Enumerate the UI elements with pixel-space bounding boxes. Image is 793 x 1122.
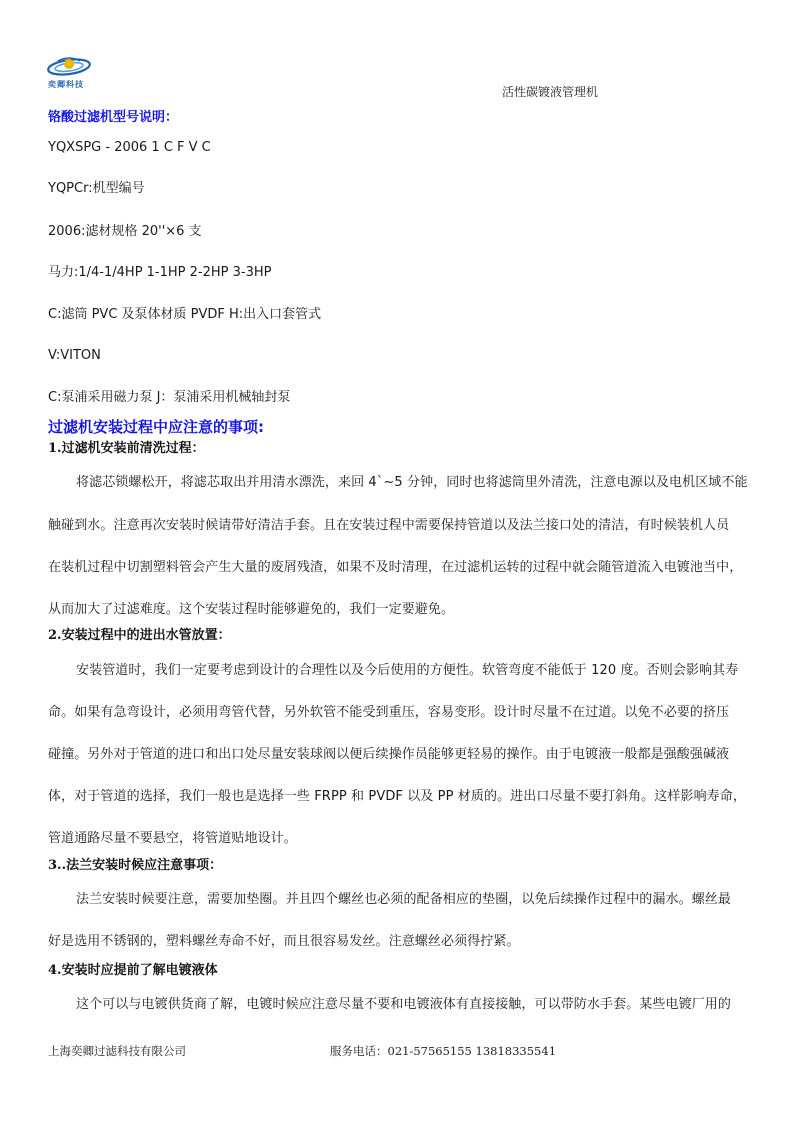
paragraph-line: 从而加大了过滤难度。这个安装过程时能够避免的，我们一定要避免。 bbox=[48, 602, 455, 617]
header-title: 活性碳镀液管理机 bbox=[502, 85, 599, 99]
paragraph-line: 在装机过程中切割塑料管会产生大量的废屑残渣，如果不及时清理，在过滤机运转的过程中就会随管道流入电镀池当中， bbox=[48, 560, 743, 575]
spec-line: 2006:滤材规格 20''×6 支 bbox=[48, 224, 202, 239]
section-title: 4.安装时应提前了解电镀液体 bbox=[48, 963, 218, 978]
logo-text: 奕卿科技 bbox=[48, 80, 84, 89]
paragraph-line: 法兰安装时候要注意，需要加垫圈。并且四个螺丝也必须的配备相应的垫圈，以免后续操作过程中的漏水。螺丝最 bbox=[76, 892, 732, 907]
spec-line: C:滤筒 PVC 及泵体材质 PVDF H:出入口套管式 bbox=[48, 307, 322, 322]
paragraph-line: 安装管道时，我们一定要考虑到设计的合理性以及今后使用的方便性。软管弯度不能低于 120 度。否则会影响其寿 bbox=[76, 663, 739, 678]
paragraph-line: 命。如果有急弯设计，必须用弯管代替，另外软管不能受到重压，容易变形。设计时尽量不在过道。以免不必要的挤压 bbox=[48, 705, 730, 720]
section-title: 1.过滤机安装前清洗过程： bbox=[48, 441, 205, 456]
spec-line: V:VITON bbox=[48, 348, 101, 363]
paragraph-line: 体，对于管道的选择，我们一般也是选择一些 FRPP 和 PVDF 以及 PP 材质的。进出口尽量不要打斜角。这样影响寿命， bbox=[48, 789, 746, 804]
section-title: 3..法兰安装时候应注意事项： bbox=[48, 858, 223, 873]
spec-heading: 铬酸过滤机型号说明： bbox=[48, 110, 179, 125]
notes-heading: 过滤机安装过程中应注意的事项: bbox=[48, 418, 265, 436]
footer-service-phone: 服务电话：021-57565155 13818335541 bbox=[330, 1044, 557, 1058]
paragraph-line: 好是选用不锈钢的，塑料螺丝寿命不好，而且很容易发丝。注意螺丝必须得拧紧。 bbox=[48, 934, 520, 949]
section-title: 2.安装过程中的进出水管放置： bbox=[48, 628, 231, 643]
spec-line: YQXSPG - 2006 1 C F V C bbox=[48, 140, 211, 155]
paragraph-line: 管道通路尽量不要悬空，将管道贴地设计。 bbox=[48, 831, 297, 846]
footer-company: 上海奕卿过滤科技有限公司 bbox=[48, 1044, 186, 1058]
spec-line: C:泵浦采用磁力泵 J：泵浦采用机械轴封泵 bbox=[48, 390, 291, 405]
paragraph-line: 将滤芯锁螺松开，将滤芯取出并用清水漂洗，来回 4`~5 分钟，同时也将滤筒里外清洗，注意电源以及电机区域不能 bbox=[76, 475, 748, 490]
paragraph-line: 碰撞。另外对于管道的进口和出口处尽量安装球阀以便后续操作员能够更轻易的操作。由于电镀液一般都是强酸强碱液 bbox=[48, 747, 730, 762]
spec-line: YQPCr:机型编号 bbox=[48, 181, 145, 196]
paragraph-line: 触碰到水。注意再次安装时候请带好清洁手套。且在安装过程中需要保持管道以及法兰接口处的清洁，有时候装机人员 bbox=[48, 518, 730, 533]
paragraph-line: 这个可以与电镀供货商了解，电镀时候应注意尽量不要和电镀液体有直接接触，可以带防水手套。某些电镀厂用的 bbox=[76, 997, 732, 1012]
spec-line: 马力:1/4-1/4HP 1-1HP 2-2HP 3-3HP bbox=[48, 265, 272, 280]
